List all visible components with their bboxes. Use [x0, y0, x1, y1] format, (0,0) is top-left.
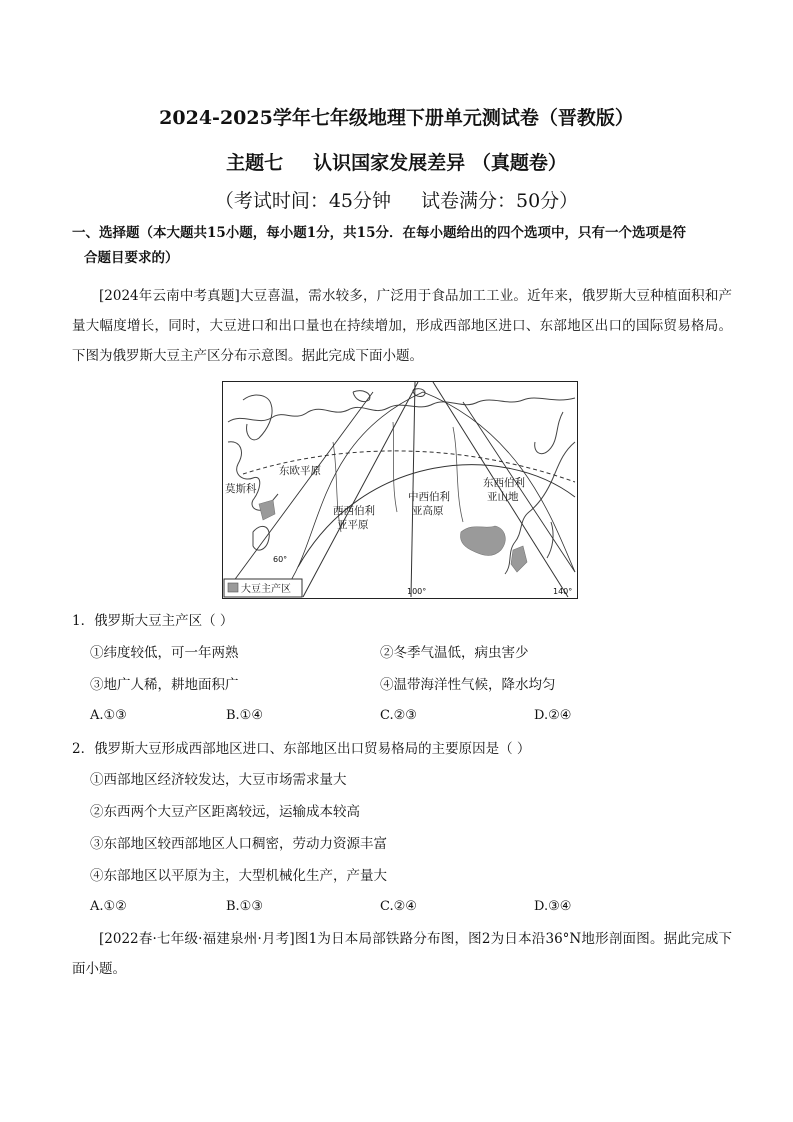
q2-choice-c[interactable]: C.②④ [380, 899, 417, 914]
soy-area-east-2 [511, 546, 527, 572]
q1-choice-a[interactable]: A.①③ [90, 708, 127, 723]
q1-choice-b[interactable]: B.①④ [226, 708, 263, 723]
q2-choice-b[interactable]: B.①③ [226, 899, 263, 914]
meridian-60 [303, 382, 418, 597]
label-east-siberian-1: 东西伯利 [483, 477, 525, 489]
q2-choice-a[interactable]: A.①② [90, 899, 127, 914]
legend-swatch [228, 583, 238, 592]
soy-area-east [460, 526, 505, 555]
exam-time: （考试时间：45分钟 [214, 190, 391, 212]
exam-info [0, 186, 793, 213]
russia-soybean-map [222, 381, 578, 599]
q1-choice-c[interactable]: C.②③ [380, 708, 417, 723]
exam-title: 2024-2025学年七年级地理下册单元测试卷（晋教版） [159, 107, 634, 129]
meridian-100 [411, 382, 415, 597]
coastline-europe [228, 442, 278, 510]
unit-number: 主题七 [226, 152, 284, 174]
map-figure [223, 382, 577, 598]
label-west-siberian-1: 西西伯利 [333, 505, 375, 517]
reading-passage-1: [2024年云南中考真题]大豆喜温，需水较多，广泛用于食品加工工业。近年来，俄罗斯大豆种植面积和产量大幅度增长，同时，大豆进口和出口量也在持续增加，形成西部地区进口、东部地区出口的国际贸易格局。下图为俄罗斯大豆主产区分布示意图。据此完成下面小题。 [72, 288, 732, 364]
paper-type: （真题卷） [471, 152, 567, 174]
label-lon-140: 140° [553, 587, 573, 596]
section-heading-line2: 合题目要求的） [84, 250, 179, 266]
coastline-arctic [228, 398, 575, 422]
coastline-scandinavia [243, 395, 272, 440]
q1-item-3: ③地广人稀，耕地面积广 [90, 677, 239, 693]
label-east-siberian-2: 亚山地 [487, 491, 519, 503]
section-heading [72, 221, 732, 271]
label-central-siberian-1: 中西伯利 [408, 491, 450, 503]
label-east-european-plain: 东欧平原 [279, 465, 321, 477]
unit-title [0, 148, 793, 175]
label-central-siberian-2: 亚高原 [412, 505, 444, 517]
q2-item-2: ②东西两个大豆产区距离较远，运输成本较高 [90, 804, 360, 820]
unit-topic: 认识国家发展差异 [313, 152, 466, 174]
full-score: 试卷满分：50分） [421, 190, 579, 212]
q2-choice-d[interactable]: D.③④ [534, 899, 572, 914]
label-moscow: 莫斯科 [225, 483, 257, 495]
legend-label: 大豆主产区 [241, 584, 291, 595]
q1-item-4: ④温带海洋性气候，降水均匀 [380, 677, 556, 693]
question-2-stem: 2．俄罗斯大豆形成西部地区进口、东部地区出口贸易格局的主要原因是（ ） [72, 741, 531, 757]
coastline-sakhalin [547, 522, 553, 558]
coastline-caspian [253, 526, 269, 550]
q2-item-3: ③东部地区较西部地区人口稠密，劳动力资源丰富 [90, 836, 387, 852]
question-1-stem: 1．俄罗斯大豆主产区（ ） [72, 613, 234, 629]
q1-item-1: ①纬度较低，可一年两熟 [90, 645, 239, 661]
label-lon-100: 100° [407, 587, 427, 596]
q2-item-4: ④东部地区以平原为主，大型机械化生产，产量大 [90, 868, 387, 884]
reading-passage-2: [2022春·七年级·福建泉州·月考]图1为日本局部铁路分布图，图2为日本沿36°N地形剖面图。据此完成下面小题。 [72, 931, 732, 977]
river-3 [453, 427, 463, 522]
soy-area-west [259, 500, 275, 520]
label-lon-60: 60° [273, 555, 288, 564]
q1-choice-d[interactable]: D.②④ [534, 708, 572, 723]
q2-item-1: ①西部地区经济较发达，大豆市场需求量大 [90, 772, 347, 788]
q1-item-2: ②冬季气温低，病虫害少 [380, 645, 529, 661]
river-2 [393, 422, 397, 512]
label-west-siberian-2: 亚平原 [337, 519, 369, 531]
section-heading-line1: 一、选择题（本大题共15小题，每小题1分，共15分．在每小题给出的四个选项中，只有一个选项是符 [72, 225, 686, 241]
coastline-kamchatka [535, 412, 563, 454]
